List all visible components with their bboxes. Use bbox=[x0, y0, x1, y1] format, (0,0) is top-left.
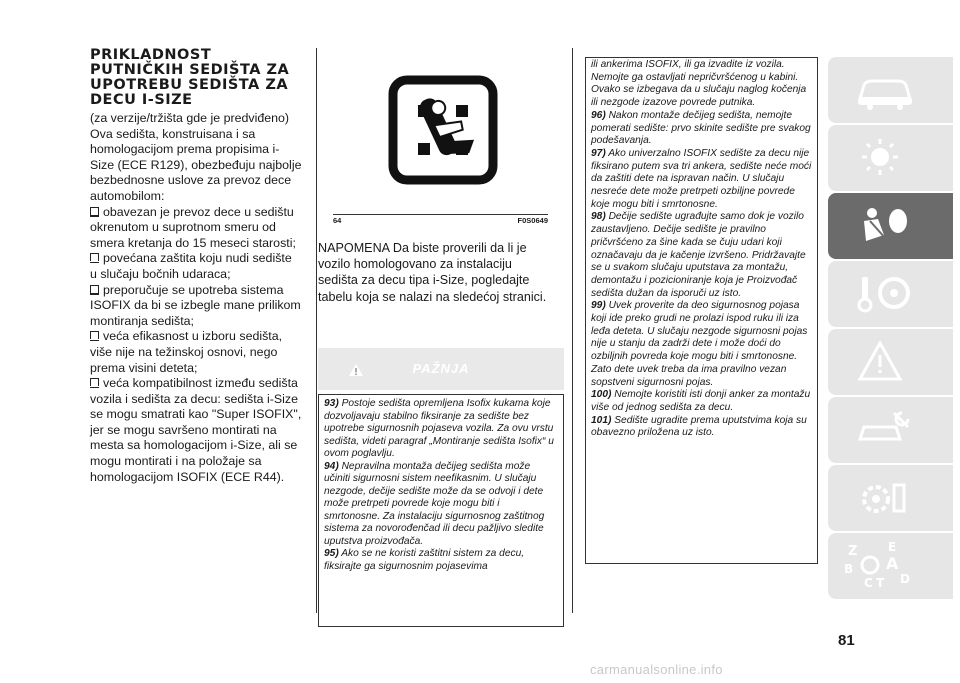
tab-safety[interactable] bbox=[828, 193, 953, 259]
item-text: Ako univerzalno ISOFIX sedište za decu nije fiksirano putem sva tri ankera, sedište neće moći da zaštiti dete na ispravan način. U slučaju nesreće dete može pretrpeti ozbiljne povrede koje mogu biti i smrtonosne. bbox=[591, 147, 812, 210]
tab-lights[interactable] bbox=[828, 125, 953, 191]
warning-item bbox=[591, 148, 812, 212]
warning-road-icon bbox=[850, 341, 920, 383]
list-item bbox=[90, 205, 302, 252]
item-number: 96) bbox=[591, 109, 606, 121]
item-text: Ako se ne koristi zaštitni sistem za decu, fiksirajte ga sigurnosnim pojasevima bbox=[324, 548, 525, 572]
list-item-text: obavezan je prevoz dece u sedištu okrenutom u suprotnom smeru od smera kretanja do 15 meseci starosti; bbox=[90, 204, 296, 250]
note-paragraph: NAPOMENA Da biste proverili da li je vozilo homologovano za instalaciju sedišta za decu tipa i-Size, pogledajte tabelu koja se nalazi na sledećoj stranici. bbox=[318, 241, 547, 304]
heading-line: PRIKLADNOST bbox=[90, 47, 212, 63]
bullet-icon bbox=[90, 285, 99, 293]
index-letter: B bbox=[844, 562, 854, 576]
tab-warning-lights[interactable] bbox=[828, 329, 953, 395]
child-seat-icon bbox=[333, 60, 548, 210]
item-number: 95) bbox=[324, 548, 339, 559]
item-text: Sedište ugradite prema uputstvima koja su obavezno priložena uz isto. bbox=[591, 414, 807, 439]
item-number: 98) bbox=[591, 211, 606, 223]
bullet-icon bbox=[90, 253, 99, 261]
isize-symbol-figure bbox=[333, 60, 548, 210]
key-steering-icon bbox=[850, 273, 920, 315]
item-text: Nepravilna montaža dečijeg sedišta može učiniti sigurnosni sistem neefikasnim. U slučaju nezgode, dečije sedište može da se odvoji i dete može pretrpeti povrede koje mogu biti i smrtonosne. Za instalaciju sigurnosnog zaštitnog sistema za novorođenčad ili decu pažljivo sledite uputstva proizvođača. bbox=[324, 460, 545, 547]
list-item-text: veća kompatibilnost između sedišta vozila i sedišta za decu: sedišta i-Size se mogu smatrati kao "Super ISOFIX", jer se mogu savršeno montirati na mesta sa homologacijom i-Size, ali se mogu montirati i na položaje sa homologacijom ISOFIX (ECE R44). bbox=[90, 376, 302, 484]
tab-dashboard[interactable] bbox=[828, 57, 953, 123]
tab-index[interactable] bbox=[828, 533, 953, 599]
heading-line: PUTNIČKIH SEDIŠTA ZA bbox=[90, 62, 290, 78]
item-number: 99) bbox=[591, 300, 606, 312]
warning-item bbox=[591, 110, 812, 148]
warning-item bbox=[591, 300, 812, 389]
seat-airbag-icon bbox=[850, 205, 920, 247]
item-text: Postoje sedišta opremljena Isofix kukama koje dozvoljavaju stabilno fiksiranje za sedište bez upotrebe sigurnosnih pojaseva vozila. Za ovu vrstu sedišta, videti paragraf „Montiranje sedišta Isofix“ u ovom poglavlju. bbox=[324, 398, 554, 459]
column-divider bbox=[572, 48, 573, 613]
list-item-text: veća efikasnost u izboru sedišta, više nije na težinskoj osnovi, nego prema visini deteta; bbox=[90, 329, 283, 375]
item-number: 100) bbox=[591, 389, 612, 401]
list-item-text: povećana zaštita koju nudi sedište u slučaju bočnih udaraca; bbox=[90, 251, 292, 281]
gear-fuel-icon bbox=[850, 477, 920, 519]
item-text: Uvek proverite da deo sigurnosnog pojasa koji ide preko grudi ne prolazi ispod ruku ili iza leđa deteta. U slučaju nezgode sigurnosni pojas nije u stanju da zadrži dete i može doći do ozbiljnih povreda koje mogu biti i smrtonosne. Zato dete uvek treba da ima pravilno vezan sopstveni sigurnosni pojas. bbox=[591, 300, 808, 388]
item-number: 97) bbox=[591, 147, 606, 159]
warning-item bbox=[591, 415, 812, 440]
index-letters-icon bbox=[840, 541, 920, 591]
bullet-icon bbox=[90, 378, 99, 386]
car-dashboard-icon bbox=[850, 69, 920, 111]
index-letter: A bbox=[886, 554, 899, 573]
warning-item bbox=[324, 461, 558, 549]
warning-item bbox=[591, 211, 812, 300]
list-item bbox=[90, 251, 302, 282]
column-divider bbox=[316, 48, 317, 613]
list-item bbox=[90, 329, 302, 376]
heading-line: UPOTREBU SEDIŠTA ZA bbox=[90, 77, 289, 93]
item-number: 94) bbox=[324, 460, 339, 472]
list-item bbox=[90, 376, 302, 485]
item-number: 93) bbox=[324, 398, 339, 409]
tab-maintenance[interactable] bbox=[828, 465, 953, 531]
item-text: Nemojte koristiti isti donji anker za montažu više od jednog sedišta za decu. bbox=[591, 389, 811, 413]
index-letter: C bbox=[864, 576, 873, 590]
watermark: carmanualsonline.info bbox=[590, 662, 723, 677]
figure-number: 64 bbox=[333, 216, 342, 225]
figure-caption-rule bbox=[333, 214, 548, 215]
index-letter: Z bbox=[848, 544, 858, 559]
bullet-icon bbox=[90, 331, 99, 339]
warning-box bbox=[318, 394, 564, 627]
page-number: 81 bbox=[838, 632, 855, 649]
heading-line: DECU I-SIZE bbox=[90, 92, 193, 108]
warning-item bbox=[324, 548, 558, 573]
warning-item bbox=[591, 389, 812, 414]
index-letter: D bbox=[900, 572, 910, 586]
warning-lead: ili ankerima ISOFIX, ili ga izvadite iz vozila. Nemojte ga ostavljati nepričvršćenog u kabini. Ovako se izbegava da u slučaju naglog kočenja ili nezgode izazove povrede putnika. bbox=[591, 59, 807, 109]
index-letter: E bbox=[888, 541, 897, 554]
warning-continued-box bbox=[585, 57, 818, 564]
sun-lights-icon bbox=[850, 137, 920, 179]
list-item-text: preporučuje se upotreba sistema ISOFIX da bi se izbegle mane prilikom montiranja sedišta; bbox=[90, 282, 301, 328]
item-text: Nakon montaže dečijeg sedišta, nemojte pomerati sedište: prvo skinite sedište pre svakog podešavanja. bbox=[591, 109, 811, 147]
tab-emergency[interactable] bbox=[828, 397, 953, 463]
wrench-car-icon bbox=[850, 409, 920, 451]
section-isize-suitability bbox=[90, 48, 302, 485]
tab-start-driving[interactable] bbox=[828, 261, 953, 327]
figure-code: F0S0649 bbox=[517, 216, 548, 225]
warning-item bbox=[324, 398, 558, 461]
item-number: 101) bbox=[591, 414, 612, 426]
warning-header bbox=[318, 348, 564, 390]
warning-block bbox=[318, 348, 564, 627]
list-item bbox=[90, 283, 302, 330]
warning-title: PAŽNJA bbox=[412, 361, 470, 376]
bullet-icon bbox=[90, 207, 99, 215]
section-heading bbox=[90, 48, 302, 108]
intro-paragraph: (za verzije/tržišta gde je predviđeno) Ova sedišta, konstruisana i sa homologacijom prema propisima i-Size (ECE R129), obezbeđuju najbolje bezbednosne uslove za prevoz dece automobilom: bbox=[90, 111, 302, 203]
index-letter: T bbox=[876, 576, 885, 590]
item-text: Dečije sedište ugrađujte samo dok je vozilo zaustavljeno. Dečije sedište je pravilno pričvršćeno za šine kada se čuju udari koji označavaju da je kačenje izvršeno. Pridržavajte se u svakom slučaju uputstava za montažu, demontažu i pozicioniranje koja je Proizvođač sedišta dužan da isporuči uz isto. bbox=[591, 211, 806, 299]
